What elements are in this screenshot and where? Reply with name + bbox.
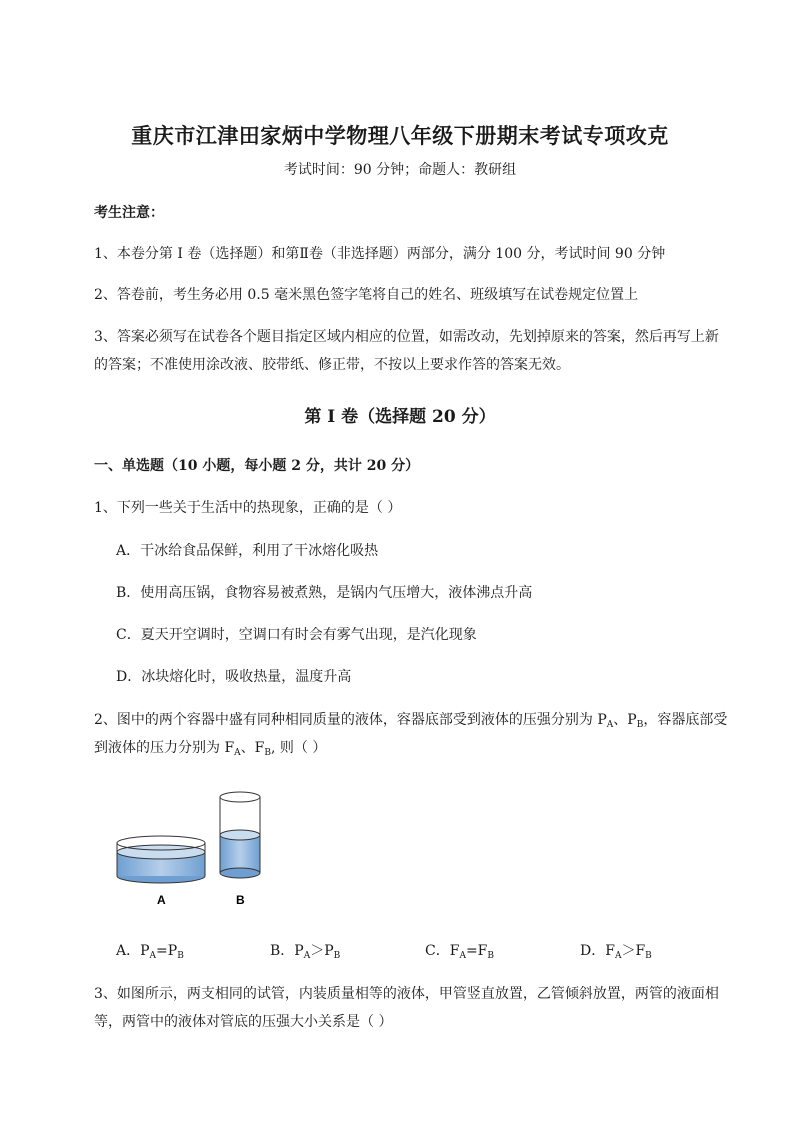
q2-opt-c-sub1: A [459,951,466,961]
figure-label-a: A [157,893,166,907]
q2-opt-b-prefix: B．P [270,943,304,959]
question-2-option-a [116,940,184,961]
q2-opt-a-sub1: A [149,951,157,961]
notice-item-3-line-2: 的答案；不准使用涂改液、胶带纸、修正带，不按以上要求作答的答案无效。 [94,357,570,373]
q2-stem2-sub-b: B [264,748,272,758]
container-b-figure [220,792,260,878]
exam-title: 重庆市江津田家炳中学物理八年级下册期末考试专项攻克 [131,123,669,148]
question-2-option-d [580,940,652,961]
question-2-stem-line-2 [94,737,326,758]
q2-stem2-text-a: 到液体的压力分别为 F [94,740,235,756]
q2-opt-a-sub2: B [177,951,184,961]
container-a-figure [117,836,205,883]
q2-sub-a: A [606,720,614,730]
section-title: 第 I 卷（选择题 20 分） [304,407,496,427]
question-3-stem-line-1: 3、如图所示，两支相同的试管，内装质量相等的液体，甲管竖直放置，乙管倾斜放置，两管的液面相 [94,986,719,1002]
q2-opt-a-op: =P [156,943,178,959]
containers-figure [105,780,285,915]
q2-stem-text-b: ，容器底部受 [643,712,728,728]
q2-opt-b-sub1: A [303,951,311,961]
q2-opt-c-op: =F [465,943,488,959]
q2-sub-b: B [636,720,644,730]
question-1-option-d: D．冰块熔化时，吸收热量，温度升高 [116,669,352,685]
q2-opt-d-op: ＞F [621,943,646,959]
question-1-option-c: C．夏天开空调时，空调口有时会有雾气出现，是汽化现象 [116,627,477,643]
q2-opt-a-prefix: A．P [116,943,150,959]
q2-opt-d-sub1: A [614,951,622,961]
notice-item-2: 2、答卷前，考生务必用 0.5 毫米黑色签字笔将自己的姓名、班级填写在试卷规定位置上 [94,287,639,303]
exam-subtitle: 考试时间：90 分钟；命题人：教研组 [283,162,517,178]
question-2-option-b [270,940,340,961]
q2-stem-text-a: 2、图中的两个容器中盛有同种相同质量的液体，容器底部受到液体的压强分别为 P [94,712,607,728]
q2-sep: 、P [613,712,637,728]
q2-stem2-text-b: , 则（ ） [271,740,327,756]
group-heading: 一、单选题（10 小题，每小题 2 分，共计 20 分） [94,458,420,474]
notice-heading: 考生注意： [94,205,164,221]
question-3-stem-line-2: 等，两管中的液体对管底的压强大小关系是（ ） [94,1014,393,1030]
question-1-option-a: A．干冰给食品保鲜，利用了干冰熔化吸热 [116,543,379,559]
question-1-stem: 1、下列一些关于生活中的热现象，正确的是（ ） [94,500,402,516]
q2-opt-d-sub2: B [645,951,652,961]
question-2-stem-line-1 [94,709,727,730]
q2-opt-b-op: ＞P [310,943,334,959]
q2-stem2-sep: 、F [240,740,265,756]
q2-opt-c-sub2: B [487,951,495,961]
q2-opt-b-sub2: B [333,951,341,961]
notice-item-1: 1、本卷分第 I 卷（选择题）和第Ⅱ卷（非选择题）两部分，满分 100 分，考试时间 90 分钟 [94,246,666,262]
question-1-option-b: B．使用高压锅，食物容易被煮熟，是锅内气压增大，液体沸点升高 [116,585,533,601]
q2-stem2-sub-a: A [234,748,241,758]
question-2-option-c [425,940,494,961]
q2-opt-d-prefix: D．F [580,943,615,959]
figure-label-b: B [236,893,245,907]
notice-item-3-line-1: 3、答案必须写在试卷各个题目指定区域内相应的位置，如需改动，先划掉原来的答案，然后再写上新 [94,329,719,345]
q2-opt-c-prefix: C．F [425,943,460,959]
